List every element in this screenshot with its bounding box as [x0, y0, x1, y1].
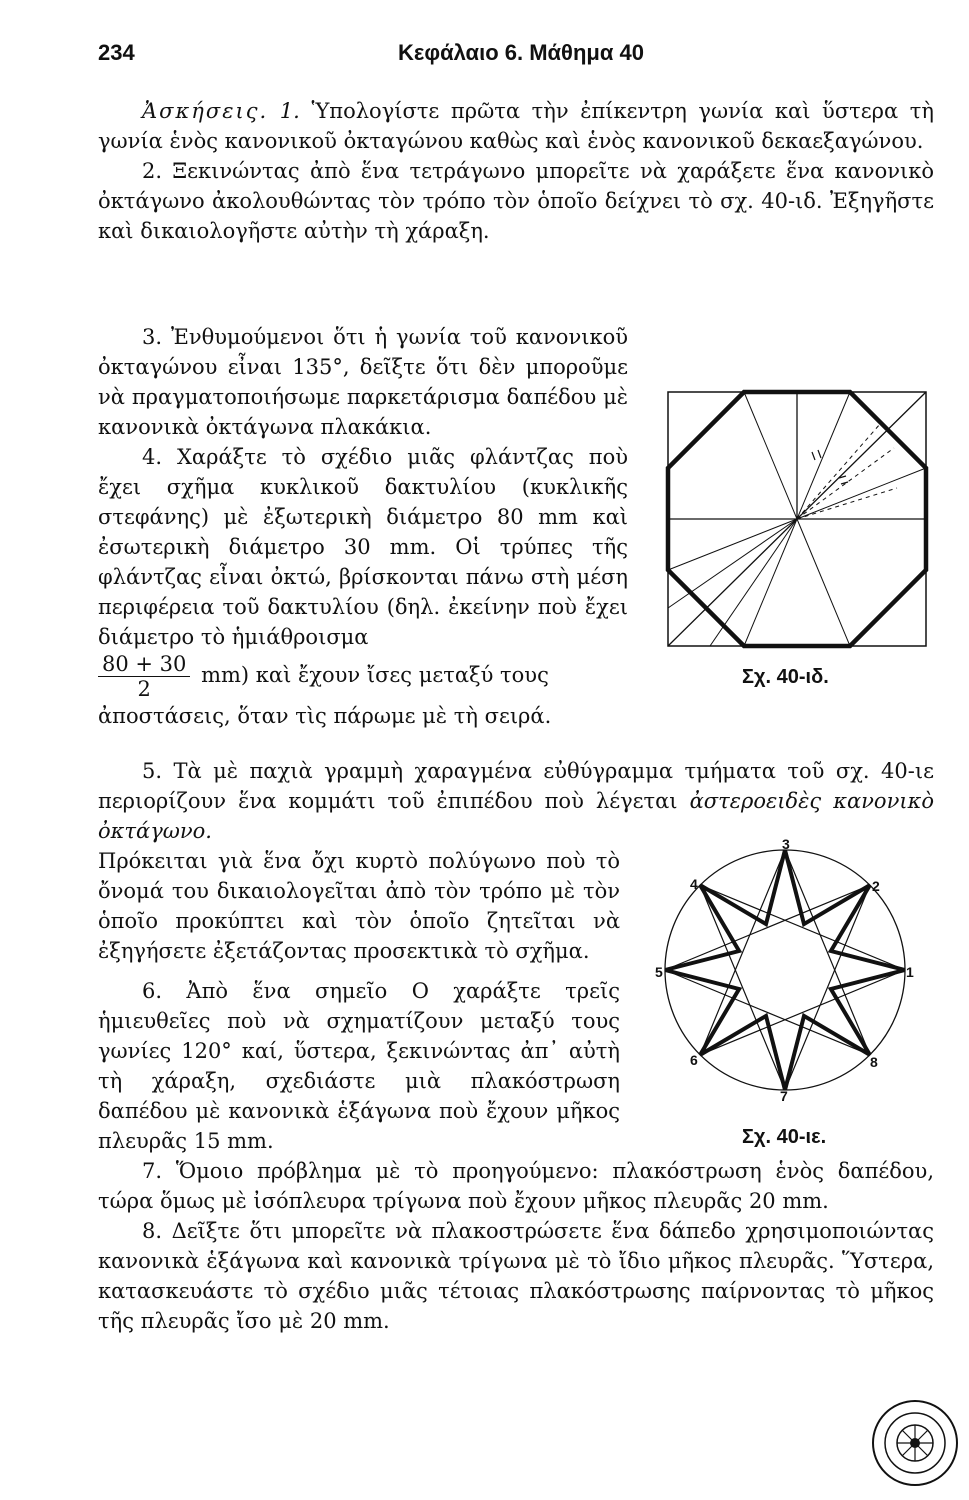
publisher-seal [870, 1398, 960, 1488]
exercise-2-number: 2. [142, 159, 163, 183]
exercise-6-number: 6. [142, 979, 163, 1003]
star-label-6: 6 [690, 1052, 698, 1068]
ray-line [744, 392, 797, 519]
star-label-1: 1 [906, 964, 914, 980]
exercises-heading: Ἀσκήσεις. [142, 99, 269, 123]
ray-line [668, 519, 797, 608]
ray-line [744, 519, 797, 646]
exercise-1-number: 1. [279, 99, 300, 123]
dashed-ray [797, 424, 880, 519]
page-number: 234 [98, 40, 135, 65]
fraction [98, 652, 190, 701]
exercises-block-top [98, 96, 934, 246]
star-outline [665, 850, 905, 1090]
exercise-8-number: 8. [142, 1219, 163, 1243]
star-chord [700, 885, 785, 1090]
star-caption: Σχ. 40-ιε. [742, 1126, 827, 1148]
exercise-4-after-fraction: mm) καὶ ἔχουν ἴσες μεταξύ τους [201, 663, 549, 687]
octagon-figure [664, 388, 930, 650]
star-chord [785, 850, 870, 1055]
exercise-1-text: Ὑπολογίστε πρῶτα τὴν ἐπίκεντρη γωνία καὶ ὕστερα τὴ γωνία ἑνὸς κανονικοῦ ὀκταγώνου καθὼς καὶ ἑνὸς κανονικοῦ δεκαεξαγώνου. [98, 99, 934, 153]
exercises-block-bottom [98, 1156, 934, 1336]
star-label-5: 5 [655, 964, 663, 980]
exercise-4-end: ἀποστάσεις, ὅταν τὶς πάρωμε μὲ τὴ σειρά. [98, 704, 552, 728]
exercise-7-number: 7. [142, 1159, 163, 1183]
exercise-5-6-column [98, 846, 620, 1156]
equal-tick-marks [839, 476, 848, 484]
exercise-7-text: Ὅμοιο πρόβλημα μὲ τὸ προηγούμενο: πλακόστρωση ἑνὸς δαπέδου, τώρα ὅμως μὲ ἰσόπλευρα τρίγωνα ποὺ ἔχουν μῆκος πλευρᾶς 20 mm. [98, 1159, 934, 1213]
exercise-5-number: 5. [142, 759, 163, 783]
running-title: Κεφάλαιο 6. Μάθημα 40 [398, 40, 644, 65]
exercise-8-text: Δεῖξτε ὅτι μπορεῖτε νὰ πλακοστρώσετε ἕνα δάπεδο χρησιμοποιώντας κανονικὰ ἑξάγωνα καὶ κανονικὰ τρίγωνα μὲ τὸ ἴδιο μῆκος πλευρᾶς. Ὕστερα, κατασκευάστε τὸ σχέδιο μιᾶς τέτοιας πλακόστρωσης παίρνοντας τὸ μῆκος τῆς πλευρᾶς ἴσο μὲ 20 mm. [98, 1219, 934, 1333]
exercise-2 [98, 156, 934, 246]
star-chord [700, 885, 905, 970]
exercise-5 [98, 756, 934, 846]
exercise-7 [98, 1156, 934, 1216]
star-chord [665, 885, 870, 970]
exercise-3 [98, 322, 628, 442]
ray-line [797, 519, 850, 646]
page-header [98, 40, 934, 80]
exercise-3-number: 3. [142, 325, 163, 349]
ray-line [710, 519, 797, 646]
star-label-3: 3 [782, 836, 790, 852]
star-label-4: 4 [690, 876, 698, 892]
exercise-8 [98, 1216, 934, 1336]
exercise-5-block [98, 756, 934, 846]
star-label-7: 7 [780, 1088, 788, 1104]
ray-line [668, 519, 797, 570]
star-chord [785, 885, 870, 1090]
exercise-1 [98, 96, 934, 156]
exercise-4-number: 4. [142, 445, 163, 469]
star-chord [700, 970, 905, 1055]
star-chord [665, 970, 870, 1055]
star-lines [665, 850, 905, 1090]
exercise-5-continued: Πρόκειται γιὰ ἕνα ὄχι κυρτὸ πολύγωνο ποὺ τὸ ὄνομά του δικαιολογεῖται ἀπὸ τὸν τρόπο μὲ τὸν ὁποῖο προκύπτει καὶ τὸν ὁποῖο ζητεῖται νὰ ἐξηγήσετε ἐξετάζοντας προσεκτικὰ τὸ σχῆμα. [98, 849, 620, 963]
star-label-2: 2 [872, 878, 880, 894]
star-chord [700, 850, 785, 1055]
exercise-3-text: Ἐνθυμούμενοι ὅτι ἡ γωνία τοῦ κανονικοῦ ὀκταγώνου εἶναι 135°, δεῖξτε ὅτι δὲν μποροῦμε νὰ πραγματοποιήσωμε παρκετάρισμα δαπέδου μὲ κανονικὰ ὀκτάγωνα πλακάκια. [98, 325, 628, 439]
star-label-8: 8 [870, 1054, 878, 1070]
exercise-2-text: Ξεκινώντας ἀπὸ ἕνα τετράγωνο μπορεῖτε νὰ χαράξετε ἕνα κανονικὸ ὀκτάγωνο ἀκολουθώντας τὸν τρόπο τὸν ὁποῖο δείχνει τὸ σχ. 40-ιδ. Ἐξηγῆστε καὶ δικαιολογῆστε αὐτὴν τὴ χάραξη. [98, 159, 934, 243]
fraction-denominator: 2 [137, 677, 151, 701]
ray-line [797, 468, 926, 519]
exercises-block-middle [98, 322, 628, 731]
exercise-4-text: Χαράξτε τὸ σχέδιο μιᾶς φλάντζας ποὺ ἔχει σχῆμα κυκλικοῦ δακτυλίου (κυκλικῆς στεφάνης) μὲ ἐξωτερικὴ διάμετρο 80 mm καὶ ἐσωτερικὴ διάμετρο 30 mm. Οἱ τρύπες τῆς φλάντζας εἶναι ὀκτώ, βρίσκονται πάνω στὴ μέση περιφέρεια τοῦ δακτυλίου (δηλ. ἐκείνην ποὺ ἔχει διάμετρο τὸ ἡμιάθροισμα [98, 445, 628, 649]
exercise-4-fraction-line [98, 652, 628, 701]
exercise-6-text: Ἀπὸ ἕνα σημεῖο Ο χαράξτε τρεῖς ἡμιευθεῖες ποὺ νὰ σχηματίζουν μεταξύ τους γωνίες 120° καί, ὕστερα, ξεκινώντας ἀπ᾽ αὐτὴ τὴ χάραξη, σχεδιάστε μιὰ πλακόστρωση δαπέδου μὲ κανονικὰ ἑξάγωνα ποὺ ἔχουν μῆκος πλευρᾶς 15 mm. [98, 979, 620, 1153]
fraction-numerator: 80 + 30 [98, 652, 190, 677]
exercise-6 [98, 976, 620, 1156]
equal-tick-marks [812, 450, 821, 460]
exercise-5-text-before: Τὰ μὲ παχιὰ γραμμὴ χαραγμένα εὐθύγραμμα τμήματα τοῦ σχ. 40-ιε περιορίζουν ἕνα κομμάτι τοῦ ἐπιπέδου ποὺ λέγεται [98, 759, 934, 813]
exercise-5-term: ἀστεροειδὲς κανονικὸ ὀκτάγωνο. [98, 789, 934, 843]
octagon-caption: Σχ. 40-ιδ. [742, 666, 829, 688]
exercise-4 [98, 442, 628, 652]
